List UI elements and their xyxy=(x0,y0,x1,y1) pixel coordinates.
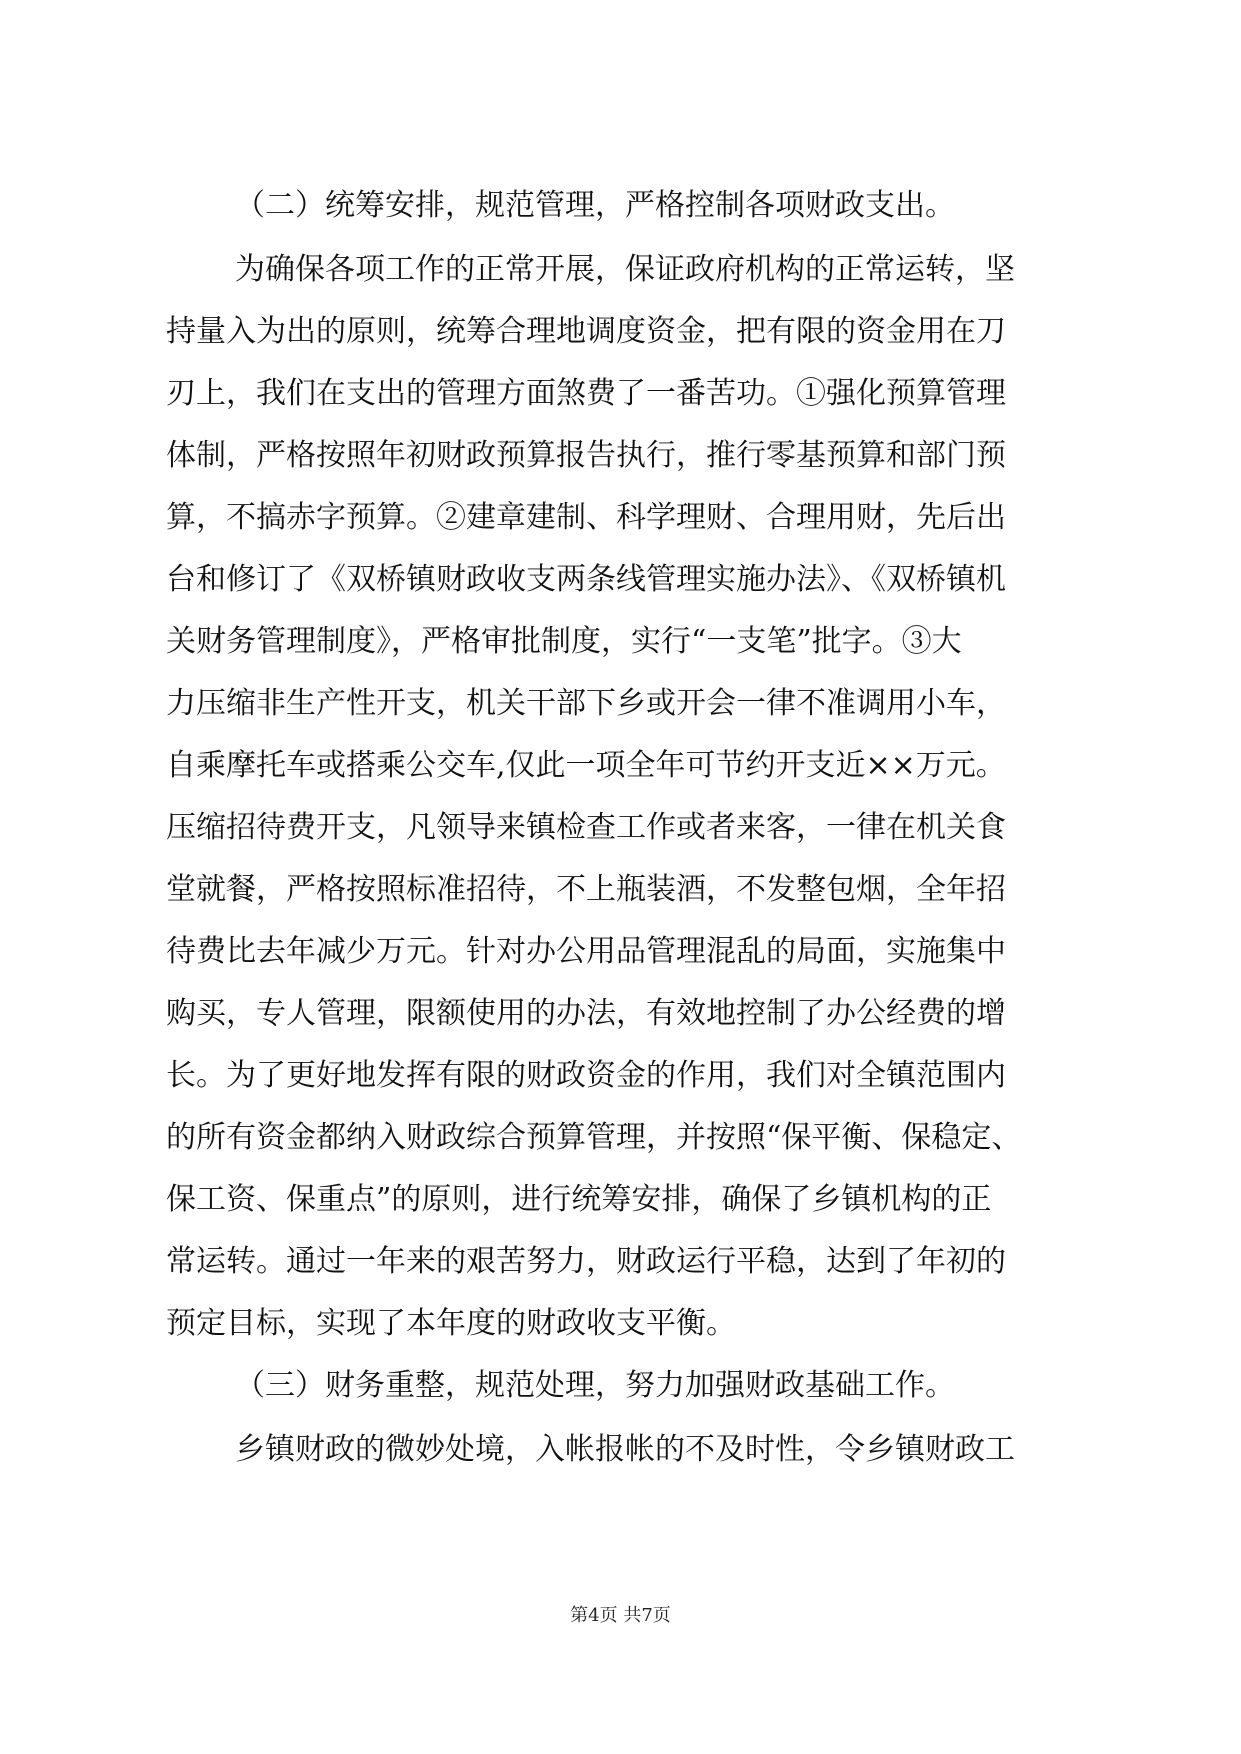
paragraph-line: 算，不搞赤字预算。②建章建制、科学理财、合理用财，先后出 xyxy=(166,500,1006,535)
paragraph-line: 堂就餐，严格按照标准招待，不上瓶装酒，不发整包烟，全年招 xyxy=(166,872,1006,907)
paragraph-line: 刃上，我们在支出的管理方面煞费了一番苦功。①强化预算管理 xyxy=(166,376,1006,411)
paragraph-line: 自乘摩托车或搭乘公交车,仅此一项全年可节约开支近××万元。 xyxy=(166,748,1006,783)
paragraph-line: 关财务管理制度》，严格审批制度，实行“一支笔”批字。③大 xyxy=(166,624,962,659)
section-3-heading: （三）财务重整，规范处理，努力加强财政基础工作。 xyxy=(235,1368,955,1403)
paragraph-line: 保工资、保重点”的原则，进行统筹安排，确保了乡镇机构的正 xyxy=(166,1182,992,1217)
paragraph-line: 为确保各项工作的正常开展，保证政府机构的正常运转，坚 xyxy=(235,252,1015,287)
paragraph-line: 体制，严格按照年初财政预算报告执行，推行零基预算和部门预 xyxy=(166,438,1006,473)
paragraph-line: 待费比去年减少万元。针对办公用品管理混乱的局面，实施集中 xyxy=(166,934,1006,969)
paragraph-line: 持量入为出的原则，统筹合理地调度资金，把有限的资金用在刀 xyxy=(166,314,1006,349)
paragraph-line: 乡镇财政的微妙处境，入帐报帐的不及时性，令乡镇财政工 xyxy=(235,1432,1015,1467)
paragraph-line: 力压缩非生产性开支，机关干部下乡或开会一律不准调用小车， xyxy=(166,686,1006,721)
paragraph-line: 预定目标，实现了本年度的财政收支平衡。 xyxy=(166,1306,736,1341)
paragraph-line: 的所有资金都纳入财政综合预算管理，并按照“保平衡、保稳定、 xyxy=(166,1120,1022,1155)
section-2-heading: （二）统筹安排，规范管理，严格控制各项财政支出。 xyxy=(235,188,955,223)
paragraph-line: 台和修订了《双桥镇财政收支两条线管理实施办法》、《双桥镇机 xyxy=(166,562,1006,597)
paragraph-line: 购买，专人管理，限额使用的办法，有效地控制了办公经费的增 xyxy=(166,996,1006,1031)
paragraph-line: 长。为了更好地发挥有限的财政资金的作用，我们对全镇范围内 xyxy=(166,1058,1006,1093)
paragraph-line: 常运转。通过一年来的艰苦努力，财政运行平稳，达到了年初的 xyxy=(166,1244,1006,1279)
paragraph-line: 压缩招待费开支，凡领导来镇检查工作或者来客，一律在机关食 xyxy=(166,810,1006,845)
page-number-footer: 第4页 共7页 xyxy=(570,1605,671,1626)
